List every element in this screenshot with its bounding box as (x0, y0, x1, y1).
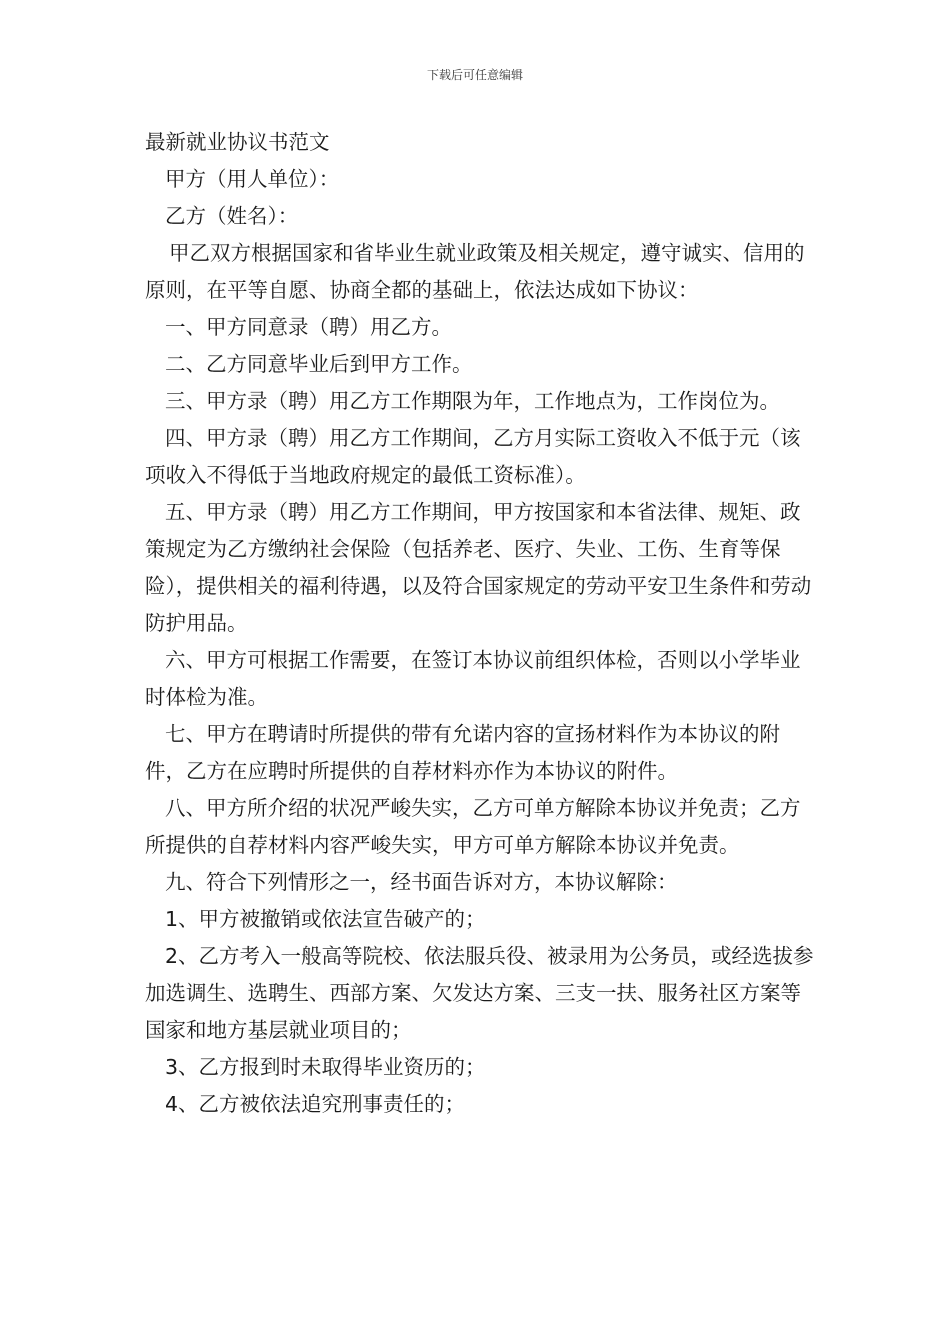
clause-1: 一、甲方同意录（聘）用乙方。 (165, 315, 452, 339)
clause-3: 三、甲方录（聘）用乙方工作期限为年，工作地点为，工作岗位为。 (165, 389, 780, 413)
clause-9-item-2: 2、乙方考入一般高等院校、依法服兵役、被录用为公务员，或经选拔参加选调生、选聘生、西部方案、欠发达方案、三支一扶、服务社区方案等国家和地方基层就业项目的； (145, 944, 814, 1042)
clause-2: 二、乙方同意毕业后到甲方工作。 (165, 352, 473, 376)
party-a-line: 甲方（用人单位）： (165, 167, 340, 191)
party-b-line: 乙方（姓名）： (165, 204, 299, 228)
clause-4: 四、甲方录（聘）用乙方工作期间，乙方月实际工资收入不低于元（该项收入不得低于当地政府规定的最低工资标准）。 (145, 426, 801, 487)
document-title: 最新就业协议书范文 (145, 130, 330, 154)
clause-9-item-3: 3、乙方报到时未取得毕业资历的； (165, 1055, 486, 1079)
clause-5: 五、甲方录（聘）用乙方工作期间，甲方按国家和本省法律、规矩、政策规定为乙方缴纳社会保险（包括养老、医疗、失业、工伤、生育等保险），提供相关的福利待遇，以及符合国家规定的劳动平安卫生条件和劳动防护用品。 (145, 500, 812, 635)
preamble-paragraph: 甲乙双方根据国家和省毕业生就业政策及相关规定，遵守诚实、信用的原则，在平等自愿、协商全都的基础上，依法达成如下协议： (145, 241, 805, 302)
clause-9-item-4: 4、乙方被依法追究刑事责任的； (165, 1092, 466, 1116)
clause-9-item-1: 1、甲方被撤销或依法宣告破产的； (165, 907, 486, 931)
clause-6: 六、甲方可根据工作需要，在签订本协议前组织体检，否则以小学毕业时体检为准。 (145, 648, 801, 709)
document-body (145, 124, 815, 1123)
page-header-note: 下载后可任意编辑 (426, 68, 523, 82)
clause-8: 八、甲方所介绍的状况严峻失实，乙方可单方解除本协议并免责；乙方所提供的自荐材料内容严峻失实，甲方可单方解除本协议并免责。 (145, 796, 801, 857)
clause-9: 九、符合下列情形之一，经书面告诉对方，本协议解除： (165, 870, 678, 894)
clause-7: 七、甲方在聘请时所提供的带有允诺内容的宣扬材料作为本协议的附件，乙方在应聘时所提供的自荐材料亦作为本协议的附件。 (145, 722, 780, 783)
